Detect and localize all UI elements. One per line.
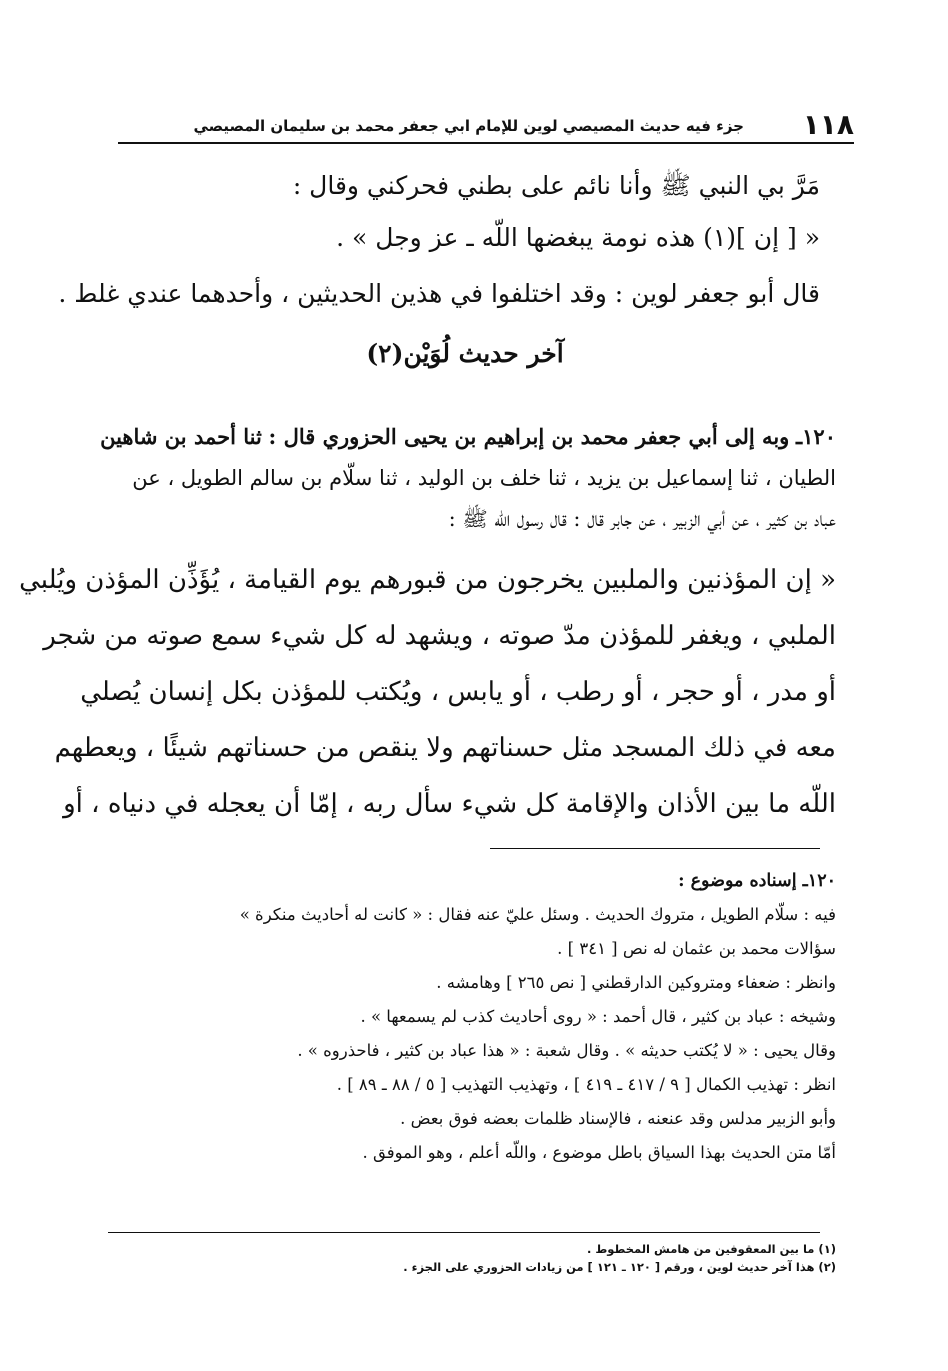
section-closing: آخر حديث لُوَيْن(٢) [366, 339, 564, 368]
footnote: (٢) هذا آخر حديث لوين ، ورقم [ ١٢٠ ـ ١٢١ ] من زيادات الحزوري على الجزء . [403, 1260, 836, 1274]
note-line: وأبو الزبير مدلس وقد عنعنه ، فالإسناد ظلمات بعضه فوق بعض . [400, 1109, 836, 1128]
running-title: جزء فيه حديث المصيصي لوين للإمام ابي جعفر محمد بن سليمان المصيصي [193, 117, 744, 135]
note-line: وشيخه : عباد بن كثير ، قال أحمد : « روى أحاديث كذب لم يسمعها » . [360, 1007, 836, 1026]
isnad-paragraph [100, 416, 836, 540]
footnotes [128, 1240, 836, 1276]
page-number: ١١٨ [802, 108, 854, 141]
isnad-line: الطيان ، ثنا إسماعيل بن يزيد ، ثنا خلف بن الوليد ، ثنا سلّام بن سالم الطويل ، عن [132, 466, 836, 490]
notes-divider [490, 848, 820, 849]
note-line: فيه : سلّام الطويل ، متروك الحديث . وسئل عليّ عنه فقال : « كانت له أحاديث منكرة » [239, 905, 836, 924]
isnad-intro: وبه إلى أبي جعفر محمد بن إبراهيم بن يحيى الحزوري قال : [268, 424, 790, 449]
text-line: « [ إن ](١) هذه نومة يبغضها اللّه ـ عز وجل » . [336, 223, 820, 252]
page-header [118, 108, 854, 144]
note-line: أمّا متن الحديث بهذا السياق باطل موضوع ، واللّه أعلم ، وهو الموفق . [362, 1143, 836, 1162]
isnad-line [100, 416, 836, 458]
hadith-text [19, 552, 836, 832]
hadith-line: معه في ذلك المسجد مثل حسناتهم ولا ينقص من حسناتهم شيئًا ، ويعطهم [54, 733, 836, 763]
hadith-line: أو مدر ، أو حجر ، أو رطب ، أو يابس ، ويُكتب للمؤذن بكل إنسان يُصلي [80, 677, 836, 707]
commentary-notes [128, 864, 836, 1170]
hadith-line: « إن المؤذنين والملبين يخرجون من قبورهم يوم القيامة ، يُؤَذِّن المؤذن ويُلبي [19, 565, 836, 595]
isnad-line-rest: ثنا أحمد بن شاهين [100, 424, 262, 449]
top-text [58, 158, 820, 376]
text-line: قال أبو جعفر لوين : وقد اختلفوا في هذين الحديثين ، وأحدهما عندي غلط . [58, 279, 820, 308]
footnote-divider [108, 1232, 820, 1233]
isnad-line: عباد بن كثير ، عن أبي الزبير ، عن جابر قال : قال رسول اللّه ﷺ : [448, 507, 836, 531]
hadith-line: الملبي ، ويغفر للمؤذن مدّ صوته ، ويشهد له كل شيء سمع صوته من شجر [43, 621, 836, 651]
text-line: مَرَّ بي النبي ﷺ وأنا نائم على بطني فحركني وقال : [292, 171, 820, 200]
hadith-line: اللّه ما بين الأذان والإقامة كل شيء سأل ربه ، إمّا أن يعجله في دنياه ، أو [63, 789, 836, 819]
note-line: وانظر : ضعفاء ومتروكين الدارقطني [ نص ٢٦٥ ] وهامشه . [436, 973, 836, 992]
note-line: انظر : تهذيب الكمال [ ٩ / ٤١٧ ـ ٤١٩ ] ، وتهذيب التهذيب [ ٥ / ٨٨ ـ ٨٩ ] . [336, 1075, 836, 1094]
notes-heading: ١٢٠ـ إسناده موضوع : [678, 871, 836, 891]
hadith-number: ١٢٠ـ [796, 424, 836, 449]
note-line: سؤالات محمد بن عثمان له نص [ ٣٤١ ] . [557, 939, 836, 958]
footnote: (١) ما بين المعقوفين من هامش المخطوط . [586, 1242, 836, 1256]
note-line: وقال يحيى : « لا يُكتب حديثه » . وقال شعبة : « هذا عباد بن كثير ، فاحذروه » . [297, 1041, 836, 1060]
